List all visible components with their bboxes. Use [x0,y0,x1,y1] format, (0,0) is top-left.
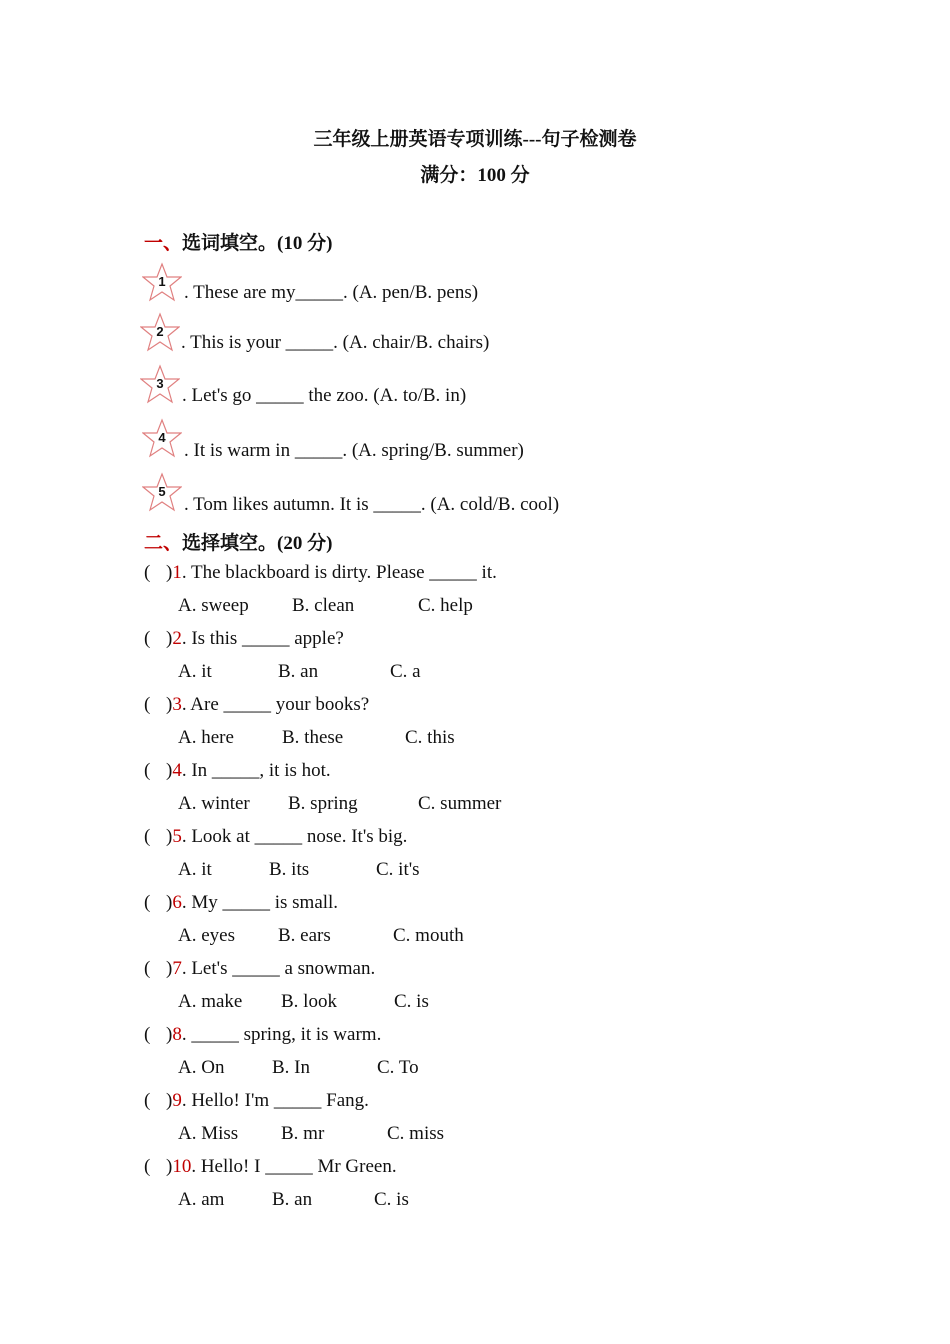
question-row [144,760,331,782]
question-row [144,1024,381,1046]
paren-open: ( [144,1156,151,1177]
answer-paren[interactable] [144,562,166,584]
fill-blank-item-1: . These are my_____. (A. pen/B. pens) [184,282,479,303]
question-row [144,562,497,584]
answer-option[interactable]: A. it [178,661,212,682]
answer-option[interactable]: A. eyes [178,925,235,946]
fill-blank-item-5: . Tom likes autumn. It is _____. (A. cold/B. cool) [184,494,560,515]
paren-open: ( [144,760,151,781]
answer-option[interactable]: A. On [178,1057,225,1078]
paren-open: ( [144,958,151,979]
question-number: 5 [172,826,182,847]
answer-option[interactable]: A. make [178,991,243,1012]
star-number-3-icon [140,364,180,404]
paren-open: ( [144,892,151,913]
question-row [144,892,338,914]
answer-option[interactable]: C. mouth [393,925,464,946]
answer-option[interactable]: B. spring [288,793,358,814]
answer-paren[interactable] [144,826,166,848]
question-number: 1 [172,562,182,583]
question-row [144,958,375,980]
answer-option[interactable]: B. look [281,991,337,1012]
question-row [144,826,407,848]
question-number: 8 [172,1024,182,1045]
paren-close: ) [166,892,173,913]
fill-blank-item-3: . Let's go _____ the zoo. (A. to/B. in) [182,385,467,406]
fill-blank-item-2: . This is your _____. (A. chair/B. chairs) [181,332,490,353]
question-text: . Hello! I _____ Mr Green. [191,1156,397,1177]
question-text: . Look at _____ nose. It's big. [181,826,408,847]
paren-close: ) [166,1156,173,1177]
star-number-3-label: 3 [156,376,164,391]
star-number-5-icon [142,472,182,512]
paren-open: ( [144,1024,151,1045]
paren-close: ) [166,760,173,781]
question-text: . Hello! I'm _____ Fang. [181,1090,369,1111]
paren-open: ( [144,826,151,847]
answer-option[interactable]: B. an [278,661,319,682]
question-number: 9 [172,1090,182,1111]
question-text: . _____ spring, it is warm. [181,1024,382,1045]
star-number-1-icon [142,262,182,302]
answer-option[interactable]: C. this [405,727,455,748]
answer-option[interactable]: C. is [394,991,429,1012]
paren-close: ) [166,958,173,979]
answer-option[interactable]: B. mr [281,1123,325,1144]
paren-close: ) [166,694,173,715]
score-line: 满分：100 分 [420,165,530,186]
answer-option[interactable]: C. To [377,1057,419,1078]
question-row [144,694,369,716]
question-number: 6 [172,892,182,913]
page-title: 三年级上册英语专项训练---句子检测卷 [313,129,637,150]
question-row [144,1090,369,1112]
answer-paren[interactable] [144,1156,166,1178]
answer-option[interactable]: B. these [282,727,344,748]
answer-option[interactable]: A. winter [178,793,250,814]
answer-option[interactable]: A. sweep [178,595,249,616]
answer-option[interactable]: A. it [178,859,212,880]
section-1-heading [144,228,332,255]
answer-option[interactable]: C. a [390,661,421,682]
answer-option[interactable]: C. it's [376,859,420,880]
star-number-5-label: 5 [158,484,166,499]
paren-close: ) [166,628,173,649]
answer-option[interactable]: B. ears [278,925,331,946]
paren-open: ( [144,562,151,583]
question-number: 2 [172,628,182,649]
answer-option[interactable]: C. is [374,1189,409,1210]
answer-option[interactable]: C. help [418,595,473,616]
section-2-number: 二、 [144,533,183,554]
answer-option[interactable]: A. Miss [178,1123,239,1144]
answer-paren[interactable] [144,694,166,716]
paren-close: ) [166,1090,173,1111]
question-text: . Is this _____ apple? [181,628,344,649]
section-1-number: 一、 [144,233,183,254]
paren-open: ( [144,628,151,649]
section-2-heading [144,528,332,555]
answer-option[interactable]: B. In [272,1057,310,1078]
question-number: 7 [172,958,182,979]
question-row [144,1156,397,1178]
paren-close: ) [166,562,173,583]
paren-open: ( [144,694,151,715]
answer-option[interactable]: C. miss [387,1123,445,1144]
star-number-2-icon [140,312,180,352]
answer-paren[interactable] [144,1024,166,1046]
paren-close: ) [166,826,173,847]
paren-close: ) [166,1024,173,1045]
star-number-2-label: 2 [156,324,164,339]
answer-option[interactable]: A. am [178,1189,225,1210]
answer-paren[interactable] [144,958,166,980]
answer-paren[interactable] [144,892,166,914]
question-text: . My _____ is small. [181,892,339,913]
section-1-title: 选词填空。(10 分) [182,233,333,254]
question-number: 3 [172,694,182,715]
answer-option[interactable]: B. its [269,859,310,880]
question-text: . Let's _____ a snowman. [181,958,376,979]
question-text: . The blackboard is dirty. Please _____ it. [181,562,497,583]
paren-open: ( [144,1090,151,1111]
question-row [144,628,344,650]
star-number-4-label: 4 [158,430,166,445]
question-number: 4 [172,760,182,781]
star-number-1-label: 1 [158,274,166,289]
answer-paren[interactable] [144,628,166,650]
answer-option[interactable]: B. clean [292,595,355,616]
answer-option[interactable]: C. summer [418,793,502,814]
answer-paren[interactable] [144,760,166,782]
question-text: . In _____, it is hot. [181,760,331,781]
star-number-4-icon [142,418,182,458]
answer-option[interactable]: B. an [272,1189,313,1210]
answer-option[interactable]: A. here [178,727,234,748]
answer-paren[interactable] [144,1090,166,1112]
question-text: . Are _____ your books? [181,694,370,715]
question-number: 10 [172,1156,192,1177]
section-2-title: 选择填空。(20 分) [182,533,333,554]
fill-blank-item-4: . It is warm in _____. (A. spring/B. summer) [184,440,524,461]
